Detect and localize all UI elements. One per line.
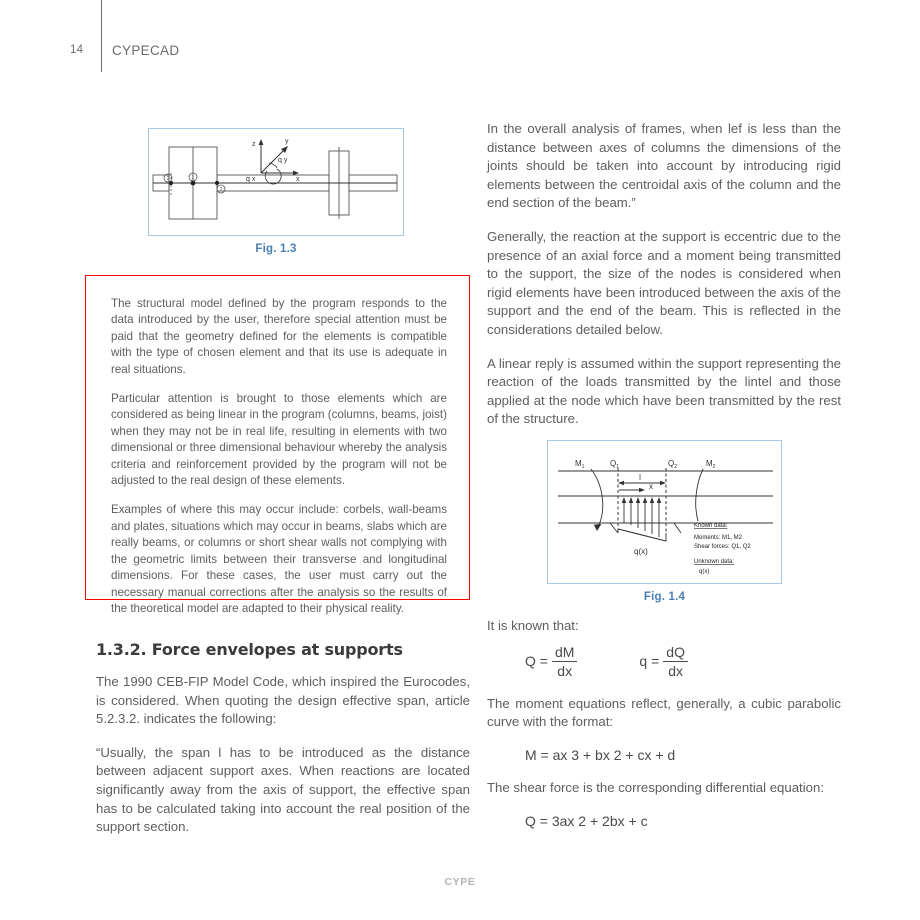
right-paragraph-3: A linear reply is assumed within the support representing the reaction of the loads transmitted by the lintel and those applied at the node which have been transmitted by the rest of the structure. bbox=[487, 355, 841, 427]
equations-intro: It is known that: bbox=[487, 618, 579, 633]
page-title: CYPECAD bbox=[112, 43, 180, 58]
right-column-equations bbox=[487, 617, 841, 845]
figure-1-4-label-span: l bbox=[639, 473, 641, 482]
svg-text:M2 bbox=[706, 459, 716, 470]
figure-1-4-label-x: x bbox=[649, 482, 653, 491]
figure-1-3 bbox=[148, 128, 404, 255]
right-paragraph-2: Generally, the reaction at the support is eccentric due to the presence of an axial force and a moment being transmitted to the support, the size of the nodes is considered when rigid elements have been introduced between the axis of the support and the end of the beam. This is reflected in the considerations detailed below. bbox=[487, 228, 841, 337]
section-heading-1-3-2: 1.3.2. Force envelopes at supports bbox=[96, 640, 403, 659]
figure-1-4-frame bbox=[547, 440, 782, 584]
figure-1-4-legend-known-title: Known data: bbox=[694, 523, 728, 529]
callout-paragraph-2: Particular attention is brought to those elements which are considered as being linear in the program (columns, beams, joist) when they may not be in real life, resulting in elements with two dimensional or three dimensional behaviour whereby the analysis criteria and reinforcement provided by the program will not be adjusted to the real design of these elements. bbox=[111, 392, 447, 488]
figure-1-3-node-marker: 2 bbox=[166, 176, 170, 182]
figure-1-3-caption: Fig. 1.3 bbox=[255, 243, 297, 255]
equation-moment: M = ax 3 + bx 2 + cx + d bbox=[525, 746, 676, 763]
left-column-body bbox=[96, 640, 470, 837]
fraction-denominator: dx bbox=[557, 662, 573, 679]
header-divider-rule bbox=[101, 0, 102, 72]
figure-1-4-legend-unknown-title: Unknown data: bbox=[694, 559, 735, 565]
figure-1-4-label-q1-sub: 1 bbox=[616, 464, 620, 470]
figure-1-4-label-q2-sub: 2 bbox=[674, 464, 678, 470]
fraction-denominator: dx bbox=[668, 662, 684, 679]
figure-1-3-frame bbox=[148, 128, 404, 236]
figure-1-3-label-qx: q x bbox=[246, 176, 256, 183]
figure-1-4-legend-unknown-1: q(x) bbox=[699, 569, 710, 575]
figure-1-3-axis-label-x: x bbox=[296, 176, 300, 183]
figure-1-4-label-load: q(x) bbox=[634, 547, 648, 556]
moment-description: The moment equations reflect, generally, a cubic parabolic curve with the format: bbox=[487, 695, 841, 730]
svg-text:M1 bbox=[575, 459, 585, 470]
figure-1-4 bbox=[547, 440, 782, 603]
figure-1-4-label-q1: Q bbox=[610, 459, 617, 468]
figure-1-3-node-marker: 1 bbox=[191, 175, 195, 181]
figure-1-4-drawing bbox=[548, 441, 783, 585]
figure-1-4-legend-known-1: Moments: M1, M2 bbox=[694, 535, 743, 541]
fraction-numerator: dM bbox=[554, 643, 575, 660]
figure-1-3-axis-label-y: y bbox=[285, 138, 289, 145]
svg-text:Q1 bbox=[610, 459, 619, 470]
shear-description: The shear force is the corresponding differential equation: bbox=[487, 779, 824, 795]
equation-Q-lhs: Q = bbox=[525, 653, 548, 670]
page-number: 14 bbox=[70, 44, 84, 56]
equation-Q-dM-dx bbox=[525, 644, 577, 679]
figure-1-4-label-m1: M bbox=[575, 459, 582, 468]
right-column-body-top bbox=[487, 120, 841, 429]
figure-1-4-label-m1-sub: 1 bbox=[581, 464, 585, 470]
fraction-numerator: dQ bbox=[666, 643, 685, 660]
figure-1-4-label-m2: M bbox=[706, 459, 713, 468]
figure-1-3-label-qy: q y bbox=[278, 157, 288, 164]
equation-q-lhs: q = bbox=[639, 653, 660, 670]
svg-text:Q2 bbox=[668, 459, 677, 470]
figure-1-4-label-q2: Q bbox=[668, 459, 675, 468]
left-paragraph-2: “Usually, the span l has to be introduced as the distance between adjacent support axes. When reactions are located significantly away from the axis of support, the effective span has to be calculated taking into account the real position of the support section. bbox=[96, 744, 470, 835]
figure-1-3-drawing bbox=[149, 129, 405, 237]
figure-1-4-caption: Fig. 1.4 bbox=[643, 591, 686, 603]
fraction-dQ-dx bbox=[663, 644, 688, 679]
right-paragraph-1: In the overall analysis of frames, when lef is less than the distance between axes of columns the dimensions of the joints should be taken into account by introducing rigid elements between the centroidal axis of the column and the end section of the beam.” bbox=[487, 121, 841, 211]
callout-paragraph-3: Examples of where this may occur include: corbels, wall-beams and plates, situations which may occur in beams, slabs which are really beams, or columns or short shear walls not complying with the geometric limits between their transverse and longitudinal dimensions. For these cases, the user must carry out the necessary manual corrections after the analysis so the results of the theoretical model are adapted to their physical reality. bbox=[111, 503, 447, 615]
equation-row-derivatives bbox=[487, 644, 841, 679]
callout-paragraph-1: The structural model defined by the program responds to the data introduced by the user, therefore special attention must be paid that the geometry defined for the elements is compatible with the type of chosen element and that its use is adequate in real situations. bbox=[111, 297, 447, 376]
warning-callout-box bbox=[85, 275, 470, 615]
figure-1-4-label-m2-sub: 2 bbox=[712, 464, 716, 470]
fraction-dM-dx bbox=[552, 644, 577, 679]
equation-q-dQ-dx bbox=[639, 644, 688, 679]
footer-brand: CYPE bbox=[444, 876, 476, 888]
figure-1-3-axis-label-z: z bbox=[252, 141, 256, 148]
figure-1-3-node-marker: 2 bbox=[219, 187, 223, 193]
figure-1-4-legend-known-2: Shear forces: Q1, Q2 bbox=[694, 544, 751, 550]
equation-shear: Q = 3ax 2 + 2bx + c bbox=[525, 812, 648, 829]
left-paragraph-1: The 1990 CEB-FIP Model Code, which inspired the Eurocodes, is considered. When quoting the design effective span, article 5.2.3.2. indicates the following: bbox=[96, 674, 470, 727]
